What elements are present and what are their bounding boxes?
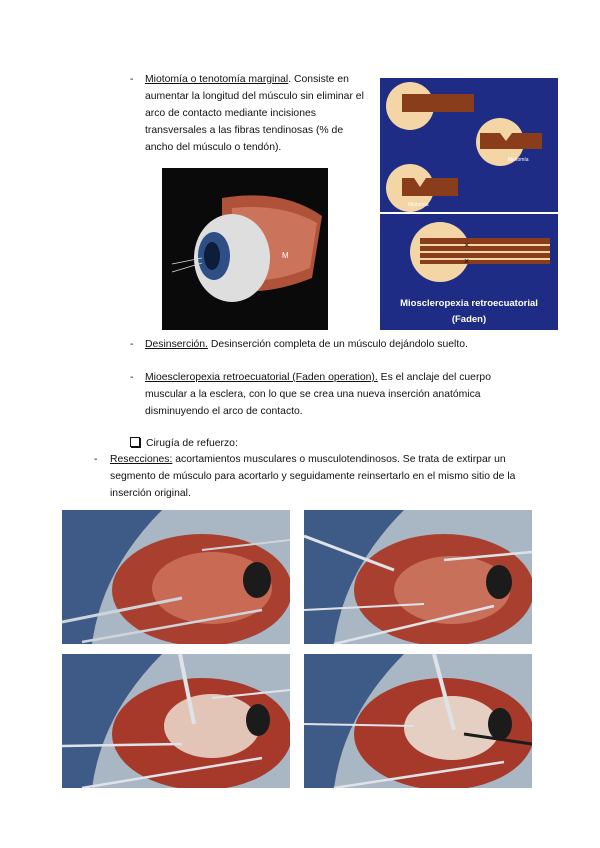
bullet-body: Desinserción completa de un músculo dejándolo suelto. (207, 339, 468, 350)
surgery-photo-3 (62, 654, 290, 788)
faden-diagram (380, 214, 558, 330)
diagram-label-mid: Miotomía (508, 157, 529, 163)
svg-text:×: × (464, 256, 470, 266)
eye-label-m: M (282, 251, 289, 260)
surgery-photo-4 (304, 654, 532, 788)
eye-illustration (162, 168, 328, 330)
faden-title: Mioscleropexia retroecuatorial (400, 298, 538, 309)
section-heading (130, 435, 238, 452)
bullet-miotomia (145, 71, 373, 156)
bullet-body: . Consiste en aumentar la longitud del músculo sin eliminar el arco de contacto mediante incisiones transversales a las fibras tendinosas (% de ancho del músculo o tendón). (145, 74, 364, 153)
surgery-photo-2 (304, 510, 532, 644)
diagram-label-bottom: Miotomía (408, 202, 429, 208)
bullet-body: acortamientos musculares o musculotendinosos. Se trata de extirpar un segmento de músculo para acortarlo y seguidamente reinsertarlo en el mismo sitio de la inserción original. (110, 454, 516, 499)
bullet-desinsercion (145, 336, 545, 353)
bullet-resecciones (110, 451, 530, 502)
surgery-photo-1 (62, 510, 290, 644)
bullet-body: Es el anclaje del cuerpo muscular a la esclera, con lo que se crea una nueva inserción anatómica disminuyendo el arco de contacto. (145, 372, 491, 417)
bullet-title: Mioescleropexia retroecuatorial (Faden operation). (145, 372, 378, 383)
bullet-dash: - (130, 74, 134, 85)
bullet-dash: - (130, 372, 134, 383)
bullet-mioescleropexia (145, 369, 535, 420)
bullet-dash: - (94, 454, 98, 465)
section-heading-text: Cirugía de refuerzo: (146, 438, 238, 449)
bullet-title: Resecciones: (110, 454, 173, 465)
checkbox-bullet-icon (130, 437, 140, 447)
faden-subtitle: (Faden) (451, 314, 487, 325)
svg-text:×: × (464, 240, 470, 250)
bullet-title: Desinserción. (145, 339, 208, 350)
bullet-title: Miotomía o tenotomía marginal (145, 74, 289, 85)
miotomia-diagram (380, 78, 558, 212)
bullet-dash: - (130, 339, 134, 350)
